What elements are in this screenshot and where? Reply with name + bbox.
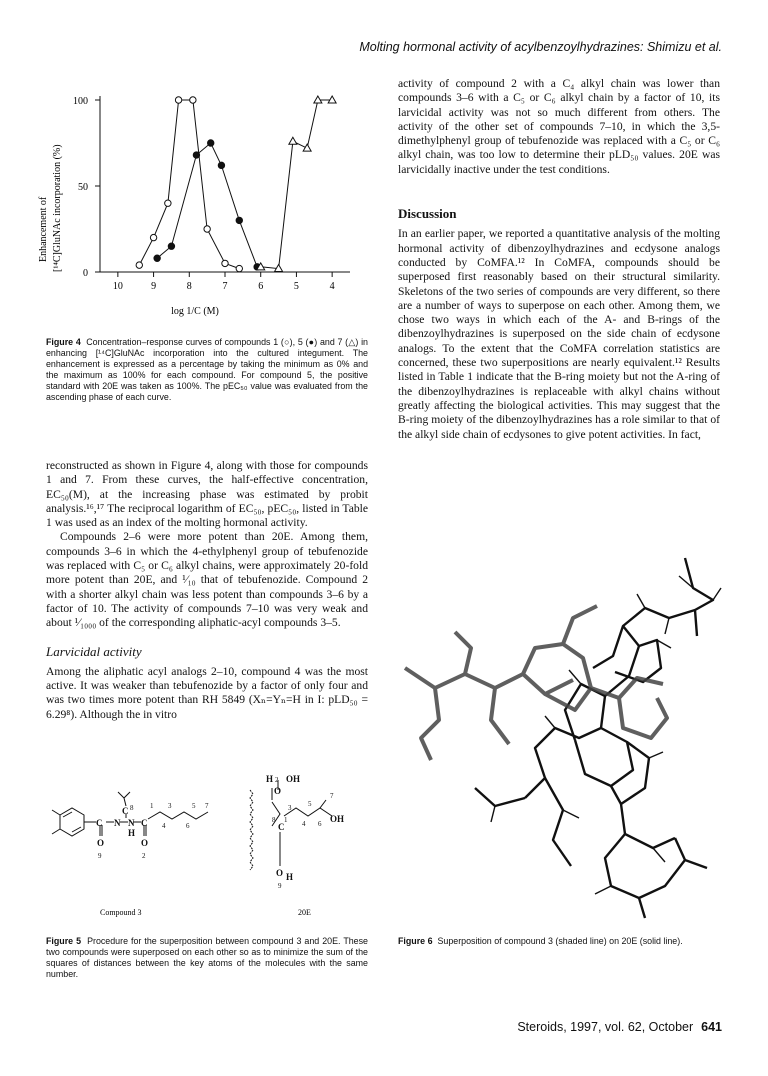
x-tick-label: 4 (329, 281, 335, 292)
svg-text:8: 8 (272, 816, 276, 824)
svg-text:2: 2 (142, 852, 146, 860)
compound3-label: Compound 3 (100, 908, 142, 917)
open-circle-point (222, 260, 228, 266)
svg-text:4: 4 (162, 822, 166, 830)
open-circle-point (204, 226, 210, 232)
svg-text:O: O (97, 838, 105, 848)
open-circle-point (236, 265, 242, 271)
x-tick-label: 6 (258, 281, 264, 292)
open-circle-point (165, 200, 171, 206)
filled-circle-point (218, 162, 224, 168)
plot-area (73, 96, 350, 292)
svg-text:C: C (96, 818, 103, 828)
x-tick-label: 8 (186, 281, 192, 292)
journal-citation: Steroids, 1997, vol. 62, October (517, 1020, 694, 1034)
svg-text:3: 3 (168, 802, 172, 810)
filled-circle-point (236, 217, 242, 223)
svg-text:O: O (141, 838, 149, 848)
x-tick-label: 10 (112, 281, 123, 292)
svg-text:H: H (128, 828, 136, 838)
left-column (46, 459, 368, 722)
page-footer (460, 1020, 722, 1034)
compound3-atoms (96, 806, 148, 848)
triangle-point (289, 137, 297, 144)
svg-text:N: N (128, 818, 135, 828)
figure4-caption (46, 337, 368, 403)
svg-text:O: O (274, 786, 282, 796)
compound3-shaded-skeleton (405, 606, 667, 760)
svg-text:5: 5 (192, 802, 196, 810)
svg-text:5: 5 (308, 800, 312, 808)
figure4-caption-label: Figure 4 (46, 337, 81, 347)
section-title: Discussion (398, 206, 457, 222)
y-tick-label: 0 (83, 268, 88, 279)
right-paragraph-1: activity of compound 2 with a C₄ alkyl chain was lower than compounds 3–6 with a C₅ or C₆ alkyl chain by a factor of 10, its larvicidal activity was not so much different from others. The activity of the other set of compounds 7–10, in which the 3,5-dimethylphenyl group of tebufenozide was replaced with a C₅ or C₆ alkyl chain, was too low to determine their pLD₅₀ values. 20E was larvicidally inactive under the test conditions. (398, 77, 720, 176)
hydrogen-ticks (491, 576, 721, 894)
figure5-caption-text: Procedure for the superposition between compound 3 and 20E. These two compounds were superposed on each other so as to minimize the sum of the squares of distances between the key atoms of the molecules with the same number. (46, 936, 368, 979)
open-circle-point (150, 234, 156, 240)
svg-text:O: O (276, 868, 284, 878)
svg-text:9: 9 (278, 882, 282, 890)
figure4-chart (20, 82, 365, 322)
filled-circle-point (193, 152, 199, 158)
figure5-caption-label: Figure 5 (46, 936, 82, 946)
open-circle-point (175, 97, 181, 103)
figure5-caption (46, 936, 368, 980)
page-number: 641 (701, 1020, 722, 1034)
svg-text:1: 1 (284, 816, 288, 824)
e20-label: 20E (298, 908, 311, 917)
filled-circle-point (168, 243, 174, 249)
figure5-structures (40, 770, 370, 920)
y-axis-label-line1: Enhancement of (38, 196, 49, 262)
svg-text:9: 9 (98, 852, 102, 860)
svg-text:6: 6 (186, 822, 190, 830)
svg-text:H: H (266, 774, 274, 784)
svg-text:7: 7 (205, 802, 209, 810)
svg-text:6: 6 (318, 820, 322, 828)
left-paragraph-2: Compounds 2–6 were more potent than 20E. Among them, compounds 3–6 in which the 4-ethylphenyl group of tebufenozide was replaced with C₅ or C₆ alkyl chains, were approximately 20-fold more potent than 20E, and ¹⁄₁₀ that of tebufenozide. Compound 2 with a shorter alkyl chain was less potent than compounds 3–6 by a factor of 10. The activity of compounds 7–10 was very weak and about ¹⁄₁₀₀₀ of the corresponding aliphatic-acyl compounds 3–5. (46, 530, 368, 630)
right-paragraph-2: In an earlier paper, we reported a quantitative analysis of the molting hormonal activity of dibenzoylhydrazines and ecdysone analogs conducted by CoMFA.¹² In CoMFA, compounds should be superposed first reasonably based on their structural similarity. Skeletons of the two series of compounds are very different, so there are a number of ways to superpose on each other. Among them, we chose two ways in which each of the A- and B-rings of the dibenzoylhydrazines is superposed on the side chain of ecdysone analogs. To the extent that the CoMFA correlation statistics are concerned, these two superpositions are nearly equivalent.¹² Results listed in Table 1 indicate that the B-ring moiety but not the A-ring of the dibenzoylhydrazines is replaceable with alkyl chains without greatly affecting the biological activities. This may suggest that the B-ring moiety of the dibenzoylhydrazines has a role similar to that of the alkyl side chain of ecdysones to give potent activities. In fact, (398, 227, 720, 441)
triangle-point (303, 144, 311, 151)
svg-text:7: 7 (330, 792, 334, 800)
x-tick-label: 7 (222, 281, 228, 292)
figure6-caption-label: Figure 6 (398, 936, 433, 946)
series-curve (139, 100, 239, 269)
svg-text:C: C (278, 822, 285, 832)
svg-text:H: H (286, 872, 294, 882)
left-paragraph-1: reconstructed as shown in Figure 4, along with those for compounds 1 and 7. From these curves, the half-effective concentration, EC₅₀(M), at the increasing phase was estimated by probit analysis.¹⁶,¹⁷ The reciprocal logarithm of EC₅₀, pEC₅₀, listed in Table 1 was used as an index of the molting hormonal activity. (46, 459, 368, 530)
subsection-title: Larvicidal activity (46, 643, 142, 659)
svg-text:2: 2 (275, 776, 279, 784)
e20-atoms (266, 774, 344, 882)
filled-circle-point (208, 140, 214, 146)
open-circle-point (136, 262, 142, 268)
svg-text:8: 8 (130, 804, 134, 812)
open-circle-point (190, 97, 196, 103)
svg-text:1: 1 (150, 802, 154, 810)
figure6-caption (398, 936, 720, 947)
figure6-caption-text: Superposition of compound 3 (shaded line) on 20E (solid line). (437, 936, 683, 946)
running-header: Molting hormonal activity of acylbenzoylhydrazines: Shimizu et al. (359, 40, 722, 54)
svg-text:C: C (141, 818, 148, 828)
right-column (398, 77, 720, 442)
svg-text:4: 4 (302, 820, 306, 828)
svg-text:C: C (122, 806, 129, 816)
x-axis-label: log 1/C (M) (171, 306, 219, 317)
x-tick-label: 9 (151, 281, 157, 292)
left-paragraph-3: Among the aliphatic acyl analogs 2–10, compound 4 was the most active. It was weaker than tebufenozide by a factor of only four and was two times more potent than RH 5849 (Xₙ=Yₙ=H in I: pLD₅₀ = 6.29⁸). Although the in vitro (46, 664, 368, 721)
svg-text:3: 3 (288, 804, 292, 812)
svg-text:OH: OH (330, 814, 345, 824)
y-tick-label: 100 (73, 96, 88, 107)
e20-solid-skeleton (475, 558, 713, 918)
series-curve (261, 100, 332, 269)
filled-circle-point (154, 255, 160, 261)
figure6-superposition (395, 548, 725, 928)
x-tick-label: 5 (293, 281, 299, 292)
figure4-caption-text: Concentration–response curves of compounds 1 (○), 5 (●) and 7 (△) in enhancing [¹⁴C]GluNAc incorporation into the cultured integument. The enhancement is expressed as a percentage by taking the minimum as 0% and the maximum as 100% for each compound. For compound 5, the positive standard with 20E was taken as 100%. The pEC₅₀ value was evaluated from the ascending phase of each curve. (46, 337, 368, 402)
svg-text:N: N (114, 818, 121, 828)
compound3-numbers (98, 802, 209, 860)
y-tick-label: 50 (78, 182, 88, 193)
y-axis-label-line2: [¹⁴C]GluNAc incorporation (%) (52, 144, 63, 272)
svg-text:OH: OH (286, 774, 301, 784)
